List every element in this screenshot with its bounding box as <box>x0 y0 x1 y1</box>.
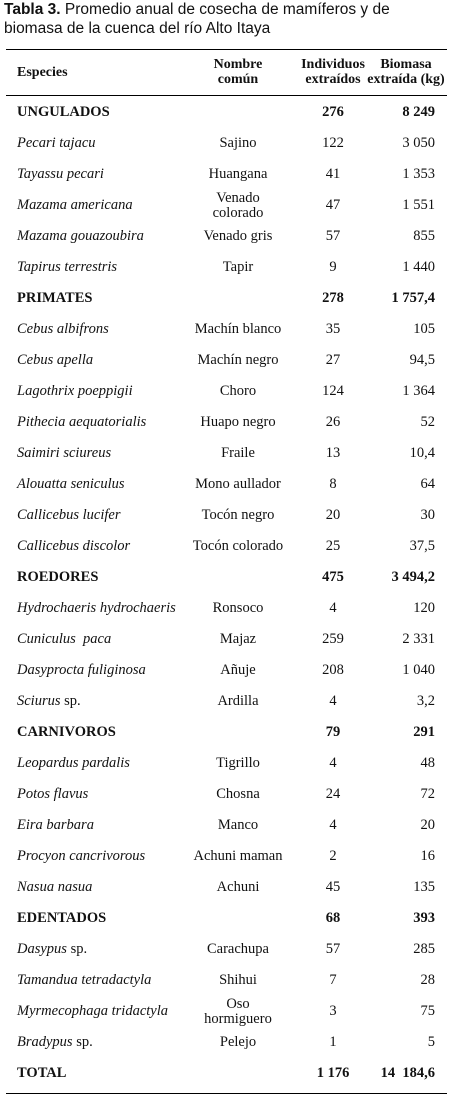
common-name-cell: Huapo negro <box>200 414 276 430</box>
table-row <box>0 376 450 407</box>
species-suffix: sp. <box>66 941 88 957</box>
table-row <box>0 841 450 872</box>
common-name-cell: Venado colorado <box>212 189 264 221</box>
table-row <box>0 469 450 500</box>
individuals-cell: 2 <box>329 848 337 864</box>
species-name: Tamandua tetradactyla <box>17 972 152 988</box>
species-cell <box>17 221 202 252</box>
species-name: Dasyprocta fuliginosa <box>17 662 146 678</box>
species-cell <box>17 717 202 748</box>
biomass-cell: 3,2 <box>416 693 435 709</box>
species-name: Mazama americana <box>17 197 133 213</box>
biomass-cell: 285 <box>413 941 435 957</box>
biomass-cell: 120 <box>413 600 435 616</box>
table-row <box>0 686 450 717</box>
table-caption-text: Promedio anual de cosecha de mamíferos y de biomasa de la cuenca del río Alto Itaya <box>4 1 390 37</box>
species-name: Callicebus lucifer <box>17 507 121 523</box>
biomass-cell: 1 757,4 <box>391 290 435 306</box>
species-cell <box>17 562 202 593</box>
table-row <box>0 345 450 376</box>
table-row <box>0 531 450 562</box>
common-name-cell: Chosna <box>216 786 260 802</box>
common-name-cell: Machín blanco <box>194 321 282 337</box>
common-name-cell <box>192 903 284 934</box>
common-name-cell: Pelejo <box>219 1034 257 1050</box>
header-rule <box>6 95 447 96</box>
species-name: Tayassu pecari <box>17 166 104 182</box>
table-row <box>0 965 450 996</box>
group-row <box>0 97 450 128</box>
biomass-cell: 28 <box>420 972 435 988</box>
biomass-cell: 20 <box>420 817 435 833</box>
individuals-cell: 68 <box>325 910 341 926</box>
common-name-cell: Tapir <box>222 259 254 275</box>
table-caption <box>4 0 450 38</box>
species-cell <box>17 438 202 469</box>
species-cell <box>17 872 202 903</box>
table-row <box>0 500 450 531</box>
common-name-cell: Carachupa <box>207 941 269 957</box>
biomass-cell: 37,5 <box>409 538 435 554</box>
biomass-cell: 3 494,2 <box>391 569 435 585</box>
species-cell <box>17 283 202 314</box>
individuals-cell: 9 <box>329 259 337 275</box>
species-cell <box>17 748 202 779</box>
species-name: Dasypus <box>17 941 67 957</box>
species-cell <box>17 686 202 717</box>
common-name-cell: Huangana <box>208 166 268 182</box>
species-cell <box>17 407 202 438</box>
species-name: UNGULADOS <box>17 104 110 120</box>
table-row <box>0 655 450 686</box>
species-cell <box>17 159 202 190</box>
group-row <box>0 717 450 748</box>
individuals-cell: 47 <box>325 197 341 213</box>
biomass-cell: 48 <box>420 755 435 771</box>
species-cell <box>17 1058 202 1089</box>
table-row <box>0 407 450 438</box>
individuals-cell: 1 176 <box>316 1065 350 1081</box>
species-name: Cebus apella <box>17 352 94 368</box>
common-name-cell: Majaz <box>219 631 257 647</box>
biomass-cell: 3 050 <box>402 135 435 151</box>
individuals-cell: 24 <box>325 786 341 802</box>
individuals-cell: 259 <box>322 631 344 647</box>
species-cell <box>17 314 202 345</box>
common-name-cell: Machín negro <box>197 352 279 368</box>
common-name-cell: Tocón negro <box>201 507 275 523</box>
group-row <box>0 903 450 934</box>
header-individuals: Individuos extraídos <box>301 57 365 87</box>
individuals-cell: 7 <box>329 972 337 988</box>
individuals-cell: 4 <box>329 693 337 709</box>
biomass-cell: 291 <box>413 724 435 740</box>
individuals-cell: 20 <box>325 507 341 523</box>
species-name: Lagothrix poeppigii <box>17 383 133 399</box>
group-row <box>0 562 450 593</box>
species-name: ROEDORES <box>17 569 99 585</box>
individuals-cell: 1 <box>329 1034 337 1050</box>
individuals-cell: 278 <box>322 290 344 306</box>
individuals-cell: 45 <box>325 879 341 895</box>
common-name-cell: Mono aullador <box>195 476 281 492</box>
header-common-name: Nombre común <box>213 57 263 87</box>
species-cell <box>17 624 202 655</box>
species-name: PRIMATES <box>17 290 93 306</box>
species-name: Cebus albifrons <box>17 321 109 337</box>
table-row <box>0 221 450 252</box>
species-cell <box>17 996 202 1027</box>
common-name-cell: Shihui <box>219 972 257 988</box>
species-suffix: sp. <box>72 1034 93 1050</box>
table-row <box>0 128 450 159</box>
common-name-cell: Manco <box>217 817 259 833</box>
table-row <box>0 252 450 283</box>
species-name: TOTAL <box>17 1065 67 1081</box>
species-cell <box>17 376 202 407</box>
species-name: Potos flavus <box>17 786 89 802</box>
species-cell <box>17 903 202 934</box>
common-name-cell: Sajino <box>219 135 257 151</box>
common-name-cell: Venado gris <box>203 228 273 244</box>
individuals-cell: 4 <box>329 600 337 616</box>
biomass-cell: 1 440 <box>402 259 435 275</box>
table-row <box>0 1027 450 1058</box>
individuals-cell: 3 <box>329 1003 337 1019</box>
biomass-cell: 855 <box>413 228 435 244</box>
species-name: Pithecia aequatorialis <box>17 414 147 430</box>
biomass-cell: 52 <box>420 414 435 430</box>
species-name: Procyon cancrivorous <box>17 848 146 864</box>
common-name-cell <box>192 717 284 748</box>
individuals-cell: 276 <box>322 104 344 120</box>
individuals-cell: 122 <box>322 135 344 151</box>
individuals-cell: 4 <box>329 755 337 771</box>
individuals-cell: 8 <box>329 476 337 492</box>
species-name: CARNIVOROS <box>17 724 116 740</box>
species-suffix: sp. <box>60 693 81 709</box>
table-row <box>0 190 450 221</box>
table-row <box>0 748 450 779</box>
biomass-cell: 5 <box>427 1034 435 1050</box>
common-name-cell: Fraile <box>221 445 255 461</box>
biomass-cell: 1 364 <box>402 383 435 399</box>
species-name: Tapirus terrestris <box>17 259 118 275</box>
common-name-cell: Achuni maman <box>193 848 283 864</box>
species-name: Callicebus discolor <box>17 538 131 554</box>
table-row <box>0 438 450 469</box>
header-species: Especies <box>17 64 68 80</box>
species-cell <box>17 1027 202 1058</box>
individuals-cell: 208 <box>322 662 344 678</box>
biomass-cell: 72 <box>420 786 435 802</box>
species-name: Myrmecophaga tridactyla <box>17 1003 169 1019</box>
species-name: Hydrochaeris hydrochaeris <box>17 600 176 616</box>
biomass-cell: 1 353 <box>402 166 435 182</box>
species-name: Eira barbara <box>17 817 94 833</box>
table-row <box>0 779 450 810</box>
biomass-cell: 10,4 <box>409 445 435 461</box>
common-name-cell <box>192 283 284 314</box>
common-name-cell: Añuje <box>220 662 256 678</box>
species-name: Mazama gouazoubira <box>17 228 144 244</box>
species-cell <box>17 810 202 841</box>
common-name-cell: Tocón colorado <box>192 538 284 554</box>
species-name: EDENTADOS <box>17 910 107 926</box>
biomass-cell: 16 <box>420 848 435 864</box>
species-cell <box>17 779 202 810</box>
species-name: Nasua nasua <box>17 879 93 895</box>
individuals-cell: 25 <box>325 538 341 554</box>
common-name-cell: Tigrillo <box>216 755 260 771</box>
biomass-cell: 1 551 <box>402 197 435 213</box>
species-cell <box>17 531 202 562</box>
table-row <box>0 314 450 345</box>
table-caption-label: Tabla 3. <box>4 1 61 18</box>
table-row <box>0 934 450 965</box>
individuals-cell: 13 <box>325 445 341 461</box>
biomass-cell: 393 <box>413 910 435 926</box>
common-name-cell <box>192 562 284 593</box>
species-cell <box>17 841 202 872</box>
individuals-cell: 79 <box>325 724 341 740</box>
biomass-cell: 135 <box>413 879 435 895</box>
species-name: Leopardus pardalis <box>17 755 130 771</box>
table-row <box>0 624 450 655</box>
individuals-cell: 124 <box>322 383 344 399</box>
biomass-cell: 94,5 <box>409 352 435 368</box>
individuals-cell: 41 <box>325 166 341 182</box>
species-cell <box>17 469 202 500</box>
biomass-cell: 64 <box>420 476 435 492</box>
individuals-cell: 26 <box>325 414 341 430</box>
common-name-cell: Oso hormiguero <box>204 995 272 1027</box>
common-name-cell <box>192 1058 284 1089</box>
common-name-cell: Choro <box>219 383 257 399</box>
biomass-cell: 75 <box>420 1003 435 1019</box>
table-row <box>0 593 450 624</box>
individuals-cell: 57 <box>325 228 341 244</box>
species-cell <box>17 190 202 221</box>
bottom-rule <box>6 1093 447 1094</box>
species-cell <box>17 500 202 531</box>
species-cell <box>17 593 202 624</box>
species-name: Saimiri sciureus <box>17 445 112 461</box>
common-name-cell: Achuni <box>216 879 260 895</box>
species-name: Pecari tajacu <box>17 135 96 151</box>
table-row <box>0 996 450 1027</box>
table-row <box>0 872 450 903</box>
table-header <box>0 50 450 94</box>
biomass-cell: 30 <box>420 507 435 523</box>
species-cell <box>17 345 202 376</box>
biomass-cell: 14 184,6 <box>380 1065 435 1081</box>
species-name: Sciurus <box>17 693 61 709</box>
total-row <box>0 1058 450 1089</box>
species-cell <box>17 965 202 996</box>
species-name: Cuniculus paca <box>17 631 112 647</box>
individuals-cell: 4 <box>329 817 337 833</box>
common-name-cell: Ardilla <box>217 693 259 709</box>
biomass-cell: 2 331 <box>402 631 435 647</box>
species-cell <box>17 97 202 128</box>
common-name-cell <box>192 97 284 128</box>
individuals-cell: 35 <box>325 321 341 337</box>
table-row <box>0 810 450 841</box>
group-row <box>0 283 450 314</box>
species-name: Alouatta seniculus <box>17 476 125 492</box>
biomass-cell: 105 <box>413 321 435 337</box>
species-cell <box>17 655 202 686</box>
individuals-cell: 57 <box>325 941 341 957</box>
species-cell <box>17 252 202 283</box>
table-row <box>0 159 450 190</box>
species-cell <box>17 934 202 965</box>
species-name: Bradypus <box>17 1034 73 1050</box>
individuals-cell: 475 <box>322 569 344 585</box>
header-biomass: Biomasa extraída (kg) <box>367 57 445 87</box>
common-name-cell: Ronsoco <box>212 600 264 616</box>
individuals-cell: 27 <box>325 352 341 368</box>
biomass-cell: 8 249 <box>402 104 435 120</box>
biomass-cell: 1 040 <box>402 662 435 678</box>
species-cell <box>17 128 202 159</box>
